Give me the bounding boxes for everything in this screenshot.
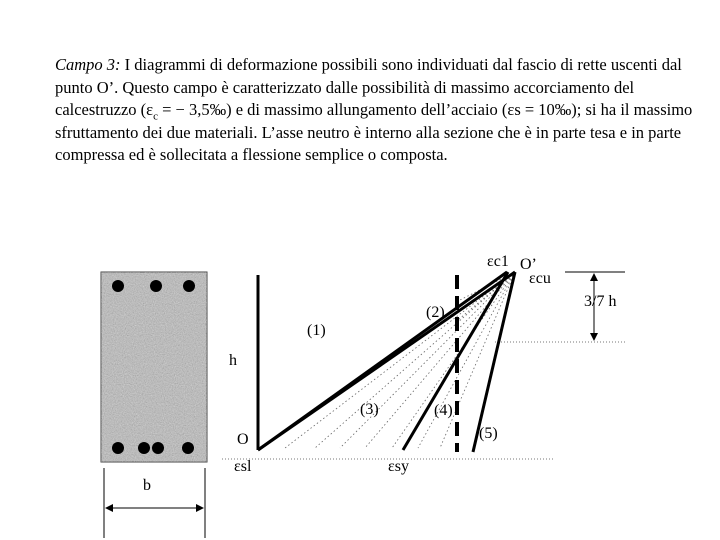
paragraph-text-2: = − 3,5‰) e di massimo allungamento dell’acciaio (εs = 10‰); si ha il massimo sfruttamento dei due materiali. L’asse neutro è interno alla sezione che è in parte tesa e in parte compressa ed è sollecitata a flessione semplice o composta. bbox=[55, 100, 693, 164]
label-line-1: (1) bbox=[307, 322, 326, 339]
label-line-5: (5) bbox=[479, 425, 498, 442]
label-three-seven-h: 3/7 h bbox=[584, 293, 617, 310]
label-b: b bbox=[143, 477, 151, 494]
campo-title: Campo 3: bbox=[55, 55, 121, 74]
concrete-section bbox=[101, 272, 207, 462]
strain-line-3 bbox=[258, 272, 507, 450]
label-line-2: (2) bbox=[426, 304, 445, 321]
eps-c-subscript: c bbox=[153, 110, 158, 123]
label-eps-c1: εc1 bbox=[487, 253, 509, 270]
label-line-4: (4) bbox=[434, 402, 453, 419]
label-o: O bbox=[237, 431, 249, 448]
label-h: h bbox=[229, 352, 237, 369]
paragraph-text-1: I diagrammi di deformazione possibili sono individuati dal fascio di rette uscenti dal punto O’. Questo campo è caratterizzato dalle possibilità di massimo accorciamento del calcestruzzo (ε bbox=[55, 55, 682, 119]
label-eps-sl: εsl bbox=[234, 458, 252, 475]
label-line-3: (3) bbox=[360, 401, 379, 418]
label-eps-cu: εcu bbox=[529, 270, 551, 287]
label-o-prime: O’ bbox=[520, 256, 537, 273]
label-eps-sy: εsy bbox=[388, 458, 409, 475]
